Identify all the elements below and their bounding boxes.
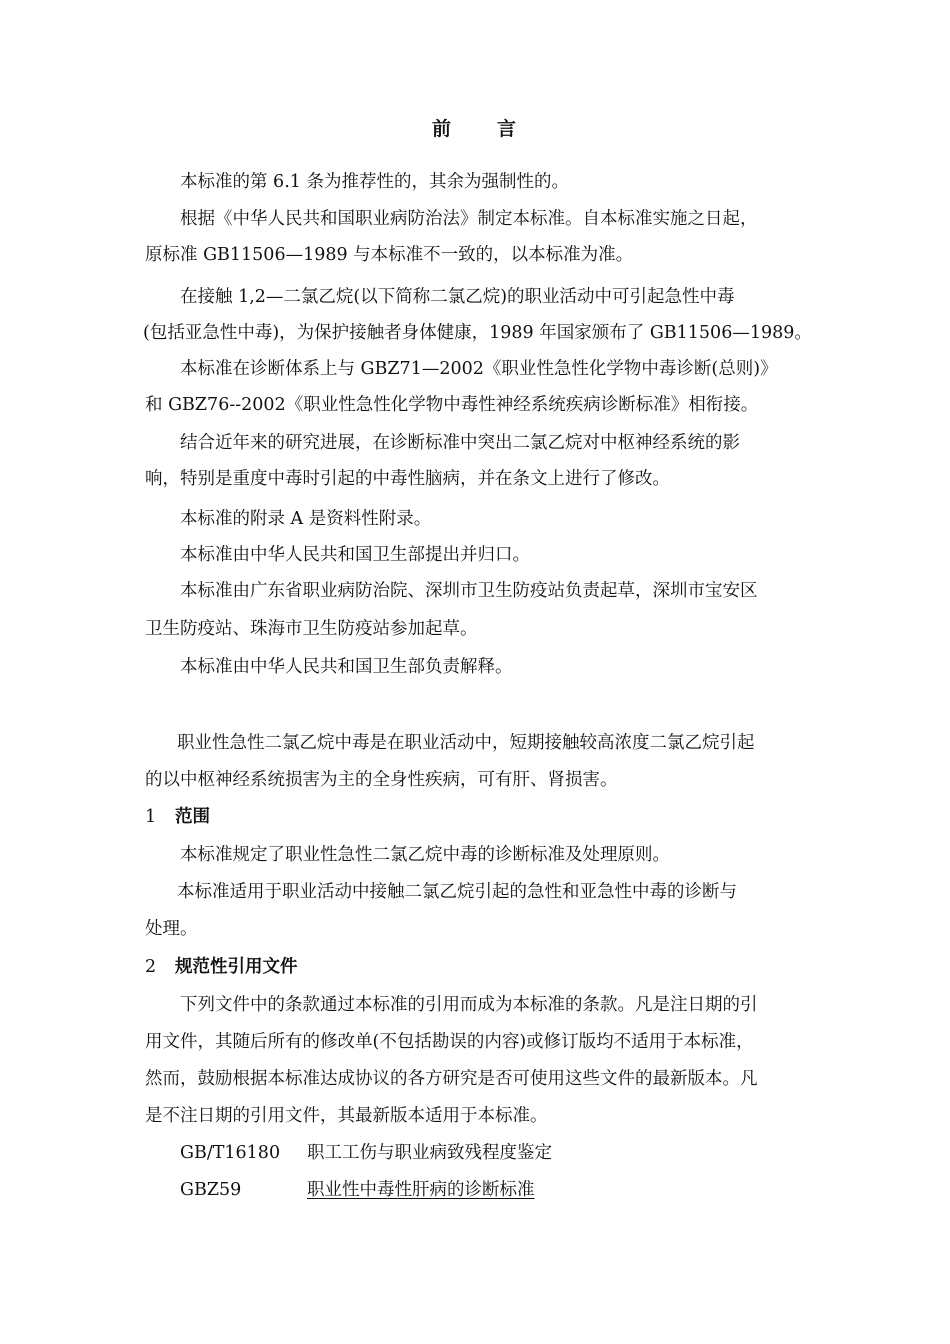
foreword-paragraph: 本标准由中华人民共和国卫生部提出并归口。 (180, 545, 530, 565)
intro-paragraph: 职业性急性二氯乙烷中毒是在职业活动中，短期接触较高浓度二氯乙烷引起 (177, 733, 755, 753)
foreword-paragraph: 本标准由中华人民共和国卫生部负责解释。 (180, 657, 513, 677)
section-1-paragraph-cont: 处理。 (145, 919, 198, 939)
reference-title-link[interactable]: 职业性中毒性肝病的诊断标准 (307, 1180, 535, 1200)
reference-code: GB/T16180 (180, 1143, 281, 1163)
section-1-number: 1 (145, 807, 157, 827)
section-1-paragraph: 本标准适用于职业活动中接触二氯乙烷引起的急性和亚急性中毒的诊断与 (177, 882, 737, 902)
foreword-paragraph-cont: 卫生防疫站、珠海市卫生防疫站参加起草。 (145, 619, 478, 639)
reference-code: GBZ59 (180, 1180, 242, 1200)
foreword-title-char-1: 前 (431, 118, 453, 140)
section-2-paragraph-cont: 用文件，其随后所有的修改单(不包括勘误的内容)或修订版均不适用于本标准， (145, 1032, 754, 1052)
foreword-paragraph-cont: (包括亚急性中毒)，为保护接触者身体健康，1989 年国家颁布了 GB11506—1989。 (143, 323, 812, 343)
foreword-title-char-2: 言 (497, 118, 519, 140)
foreword-paragraph: 根据《中华人民共和国职业病防治法》制定本标准。自本标准实施之日起， (180, 209, 758, 229)
foreword-paragraph: 本标准的第 6.1 条为推荐性的，其余为强制性的。 (180, 172, 569, 192)
section-1-heading (145, 805, 210, 829)
section-1-title: 范围 (175, 807, 210, 827)
section-2-paragraph-cont: 然而，鼓励根据本标准达成协议的各方研究是否可使用这些文件的最新版本。凡 (145, 1069, 758, 1089)
reference-title: 职工工伤与职业病致残程度鉴定 (307, 1143, 552, 1163)
foreword-paragraph-cont: 和 GBZ76--2002《职业性急性化学物中毒性神经系统疾病诊断标准》相衔接。 (145, 395, 759, 415)
foreword-paragraph-cont: 原标准 GB11506—1989 与本标准不一致的，以本标准为准。 (145, 245, 634, 265)
intro-paragraph-cont: 的以中枢神经系统损害为主的全身性疾病，可有肝、肾损害。 (145, 770, 618, 790)
section-1-paragraph: 本标准规定了职业性急性二氯乙烷中毒的诊断标准及处理原则。 (180, 845, 670, 865)
foreword-paragraph: 本标准的附录 A 是资料性附录。 (180, 509, 432, 529)
foreword-paragraph: 本标准在诊断体系上与 GBZ71—2002《职业性急性化学物中毒诊断(总则)》 (180, 359, 778, 379)
foreword-paragraph-cont: 响，特别是重度中毒时引起的中毒性脑病，并在条文上进行了修改。 (145, 469, 670, 489)
foreword-title (0, 114, 950, 141)
foreword-paragraph: 结合近年来的研究进展，在诊断标准中突出二氯乙烷对中枢神经系统的影 (180, 433, 740, 453)
section-2-title: 规范性引用文件 (175, 957, 298, 977)
section-2-number: 2 (145, 957, 157, 977)
section-2-heading (145, 955, 298, 979)
section-2-paragraph-cont: 是不注日期的引用文件，其最新版本适用于本标准。 (145, 1106, 548, 1126)
section-2-paragraph: 下列文件中的条款通过本标准的引用而成为本标准的条款。凡是注日期的引 (180, 995, 758, 1015)
foreword-paragraph: 在接触 1,2—二氯乙烷(以下简称二氯乙烷)的职业活动中可引起急性中毒 (180, 287, 735, 307)
foreword-paragraph: 本标准由广东省职业病防治院、深圳市卫生防疫站负责起草，深圳市宝安区 (180, 581, 758, 601)
